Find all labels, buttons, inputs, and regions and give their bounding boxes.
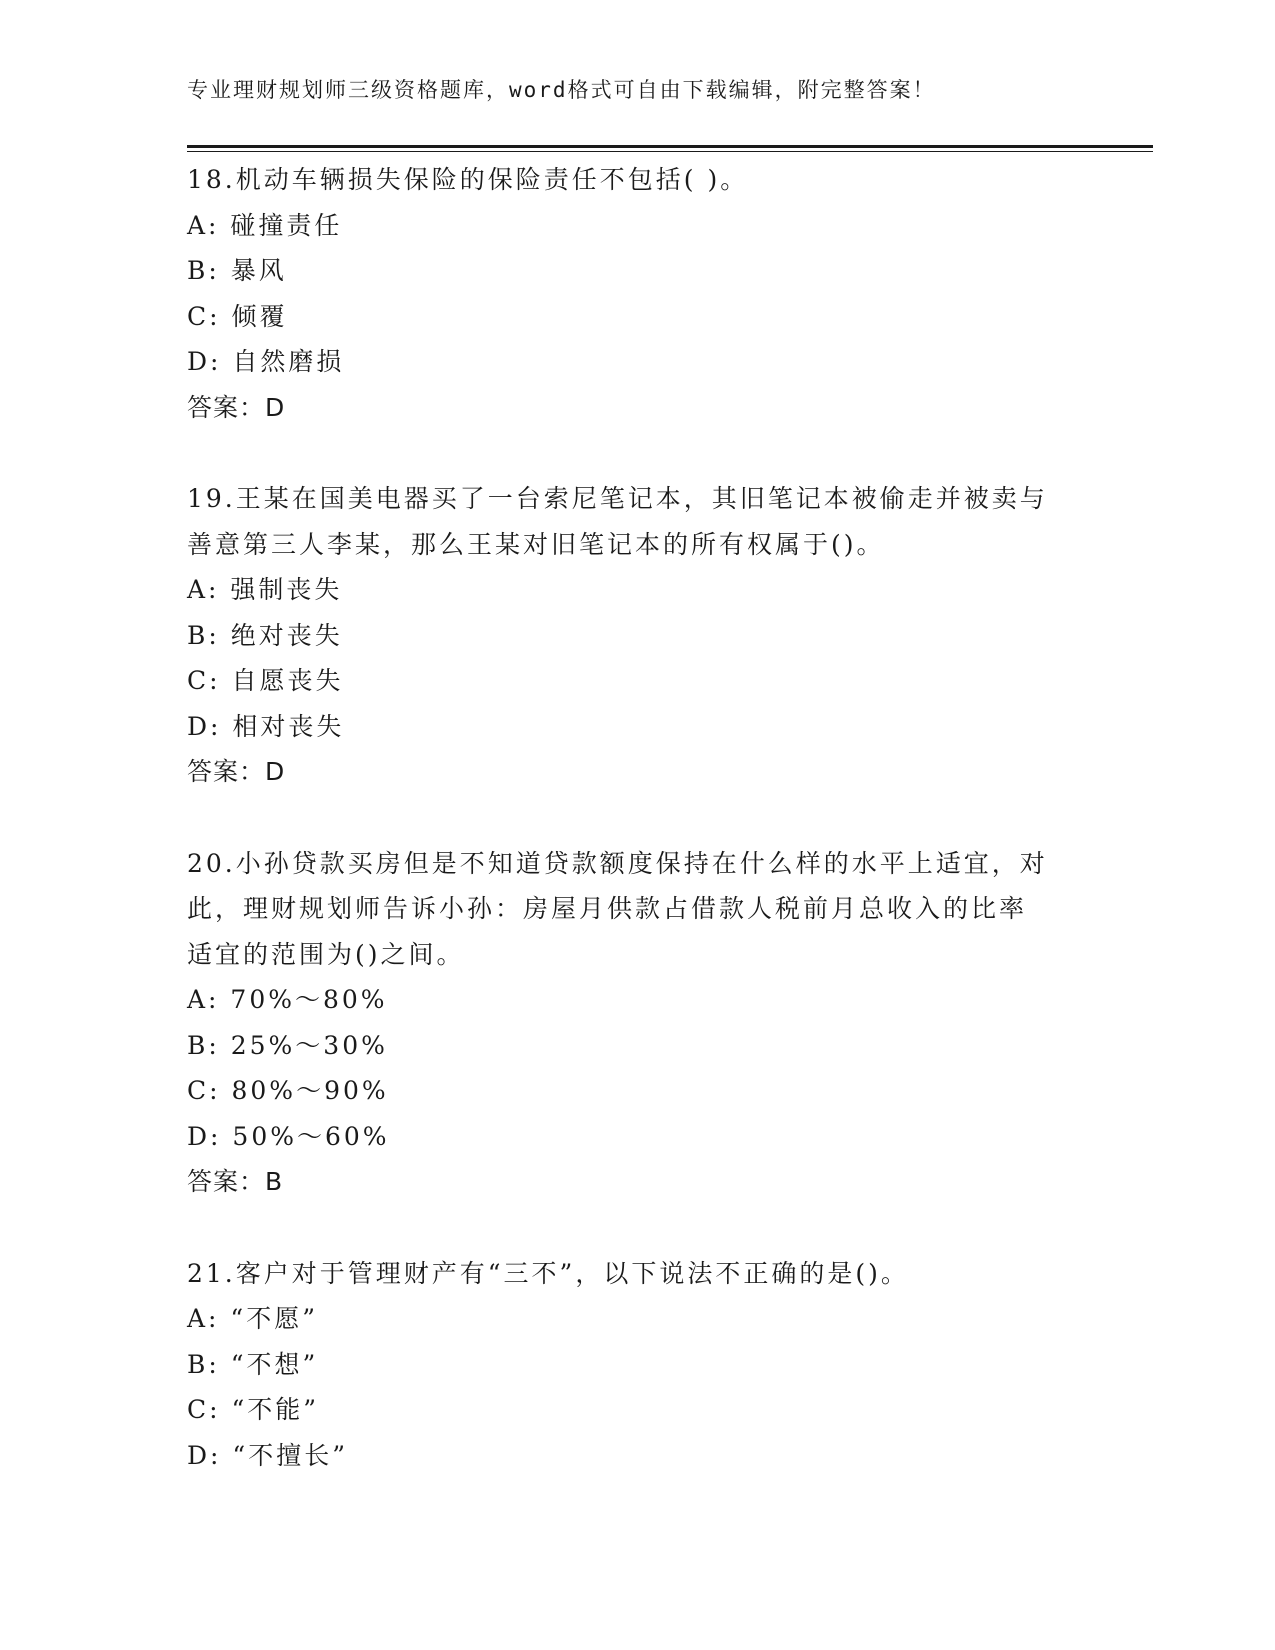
option-b: B: 25%～30% [187, 1030, 388, 1060]
option-c: C: 80%～90% [187, 1076, 389, 1105]
question-stem: 21.客户对于管理财产有“三不”，以下说法不正确的是()。 [187, 1258, 909, 1288]
question-stem: 18.机动车辆损失保险的保险责任不包括( )。 [187, 165, 749, 194]
option-a: A: 碰撞责任 [187, 210, 343, 240]
option-a: A: “不愿” [187, 1304, 318, 1333]
answer-label: 答案：D [187, 392, 286, 422]
option-c: C: 自愿丧失 [187, 666, 344, 695]
question-19 [187, 476, 1087, 795]
option-a: A: 70%～80% [187, 985, 388, 1014]
question-stem: 善意第三人李某，那么王某对旧笔记本的所有权属于()。 [187, 529, 885, 559]
option-d: D: 自然磨损 [187, 347, 345, 376]
question-stem: 19.王某在国美电器买了一台索尼笔记本，其旧笔记本被偷走并被卖与 [187, 484, 1048, 513]
header-rule-thick [187, 145, 1153, 148]
option-d: D: 相对丧失 [187, 711, 345, 741]
question-stem: 20.小孙贷款买房但是不知道贷款额度保持在什么样的水平上适宜，对 [187, 848, 1048, 878]
question-20 [187, 841, 1087, 1205]
option-c: C: 倾覆 [187, 301, 288, 331]
question-list [187, 157, 1087, 1524]
option-b: B: 暴风 [187, 256, 287, 285]
question-18 [187, 157, 1087, 430]
question-stem: 此，理财规划师告诉小孙：房屋月供款占借款人税前月总收入的比率 [187, 894, 1028, 923]
option-b: B: “不想” [187, 1349, 319, 1379]
answer-label: 答案：B [187, 1167, 284, 1196]
header-rule-thin [187, 151, 1153, 152]
option-c: C: “不能” [187, 1395, 320, 1424]
question-stem: 适宜的范围为()之间。 [187, 939, 465, 969]
question-21 [187, 1251, 1087, 1479]
option-a: A: 强制丧失 [187, 575, 343, 604]
option-d: D: “不擅长” [187, 1440, 348, 1470]
option-b: B: 绝对丧失 [187, 620, 343, 650]
answer-label: 答案：D [187, 757, 286, 786]
page-header: 专业理财规划师三级资格题库，word格式可自由下载编辑，附完整答案！ [187, 78, 936, 102]
option-d: D: 50%～60% [187, 1121, 390, 1151]
